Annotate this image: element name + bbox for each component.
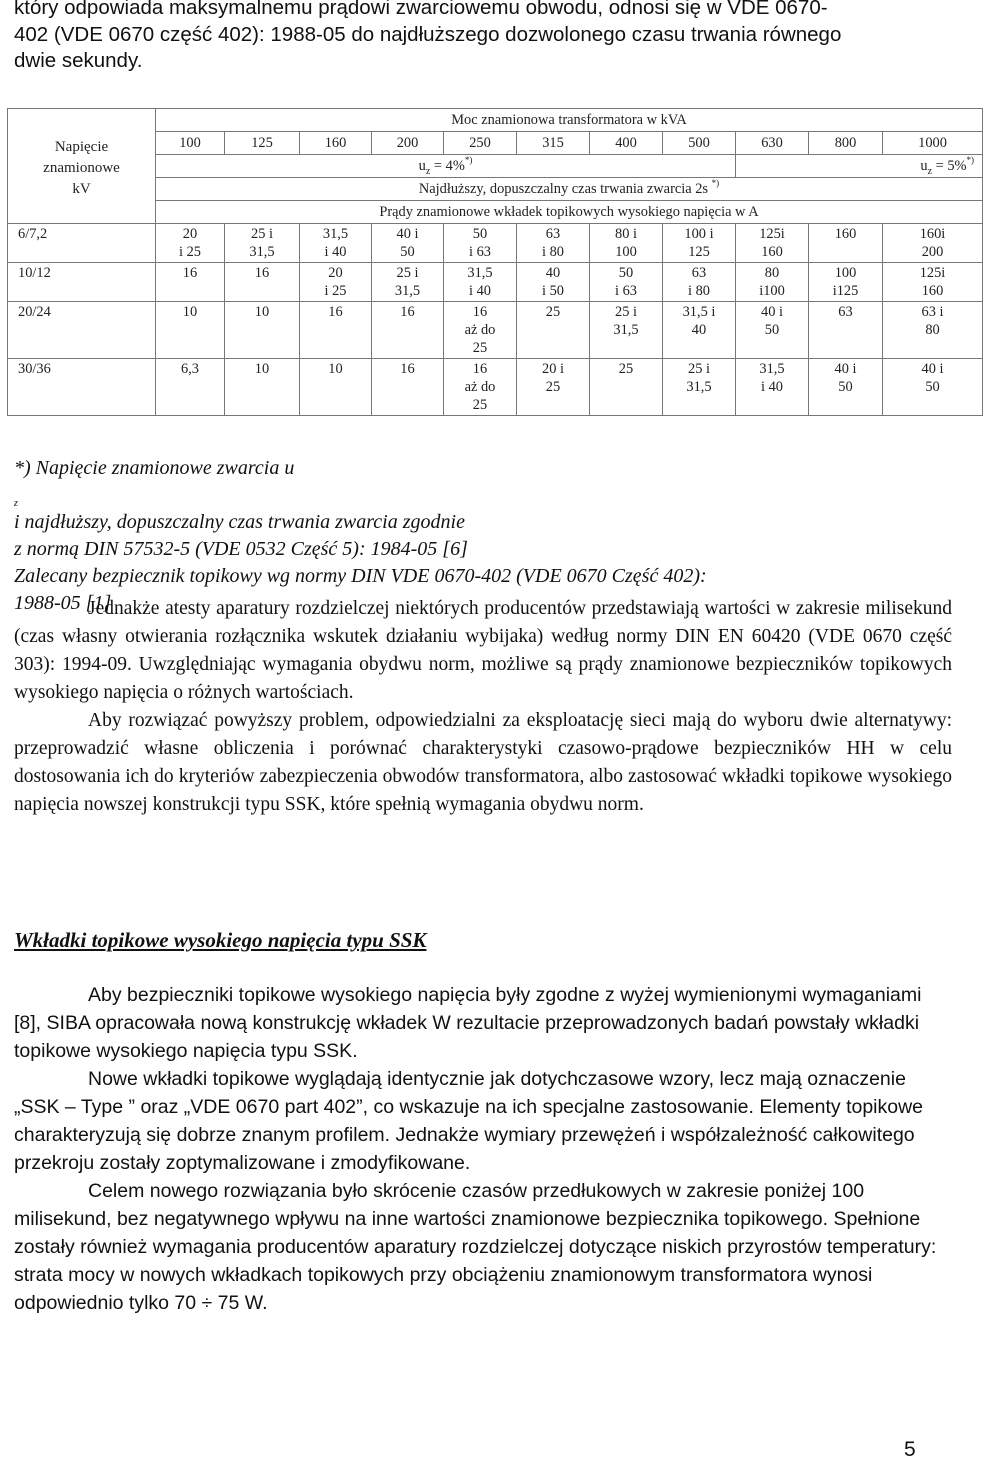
uz-4-symbol: u <box>418 158 426 174</box>
table-row <box>8 263 983 302</box>
table-row <box>8 302 983 359</box>
current-cell: 31,5 i 40 <box>663 302 736 359</box>
footnote-mark: *) <box>711 178 720 189</box>
current-cell: 16 <box>225 263 300 302</box>
footnote-1-line-2: z normą DIN 57532-5 (VDE 0532 Część 5): 1984-05 [6] <box>14 538 468 560</box>
power-header: Moc znamionowa transformatora w kVA <box>156 109 983 132</box>
current-cell: 63 i 80 <box>517 224 590 263</box>
paragraph: Nowe wkładki topikowe wyglądają identycznie jak dotychczasowe wzory, lecz mają oznaczenie „SSK – Type ” oraz „VDE 0670 part 402”, co wskazuje na ich specjalne zastosowanie. Elementy topikowe charakteryzują się dobrze znanym profilem. Jednakże wymiary przewężeń i współzależność całkowitego przekroju zostały zoptymalizowane i zmodyfikowane. <box>14 1068 924 1174</box>
current-cell: 16 aż do 25 <box>444 302 517 359</box>
current-cell: 16 aż do 25 <box>444 359 517 416</box>
max-time-text: Najdłuższy, dopuszczalny czas trwania zwarcia 2s <box>418 181 709 197</box>
power-value-cell: 200 <box>372 132 444 155</box>
uz-4-sub: z <box>425 165 431 177</box>
max-time-header <box>156 178 983 201</box>
current-cell: 25 i 31,5 <box>372 263 444 302</box>
voltage-cell: 30/36 <box>8 359 156 416</box>
current-cell: 125i 160 <box>883 263 983 302</box>
current-cell: 40 i 50 <box>809 359 883 416</box>
paragraph: Jednakże atesty aparatury rozdzielczej niektórych producentów przedstawiają wartości w zakresie milisekund (czas własny otwierania rozłącznika wskutek działaniu wybijaka) według normy DIN EN 60420 (VDE 0670 część 303): 1994-09. Uwzględniając wymagania obydwu norm, możliwe są prądy znamionowe bezpieczników topikowych wysokiego napięcia o różnych wartościach. <box>14 598 952 703</box>
table-row <box>8 224 983 263</box>
power-value-cell: 250 <box>444 132 517 155</box>
current-cell: 16 <box>300 302 372 359</box>
power-value-cell: 1000 <box>883 132 983 155</box>
current-cell: 20 i 25 <box>156 224 225 263</box>
voltage-column-header: Napięcie znamionowe kV <box>8 109 156 224</box>
current-cell: 10 <box>225 302 300 359</box>
uz-5-sub: z <box>927 165 933 177</box>
section-heading: Wkładki topikowe wysokiego napięcia typu SSK <box>14 928 427 952</box>
current-cell: 63 <box>809 302 883 359</box>
current-cell: 160 <box>809 224 883 263</box>
paragraph: Aby bezpieczniki topikowe wysokiego napięcia były zgodne z wyżej wymienionymi wymaganiami [8], SIBA opracowała nową konstrukcję wkładek W rezultacie przeprowadzonych badań powstały wkładki topikowe wysokiego napięcia typu SSK. <box>14 984 922 1062</box>
current-cell: 125i 160 <box>736 224 809 263</box>
current-cell: 40 i 50 <box>736 302 809 359</box>
uz-4-value: = 4% <box>430 158 465 174</box>
current-cell: 31,5 i 40 <box>444 263 517 302</box>
current-cell: 16 <box>372 359 444 416</box>
current-cell: 10 <box>225 359 300 416</box>
uz-5-value: = 5% <box>932 158 967 174</box>
intro-line: dwie sekundy. <box>14 49 143 72</box>
footnote-1-line-1 <box>14 455 952 536</box>
current-cell: 31,5 i 40 <box>736 359 809 416</box>
footnotes <box>14 455 952 617</box>
current-cell: 40 i 50 <box>372 224 444 263</box>
footnote-2-line-1: Zalecany bezpiecznik topikowy wg normy DIN VDE 0670-402 (VDE 0670 Część 402): <box>14 565 707 587</box>
current-cell: 6,3 <box>156 359 225 416</box>
footnote-mark: *) <box>966 155 975 166</box>
current-cell: 160i 200 <box>883 224 983 263</box>
power-value-cell: 315 <box>517 132 590 155</box>
power-value-cell: 800 <box>809 132 883 155</box>
current-cell: 100 i 125 <box>663 224 736 263</box>
power-value-cell: 100 <box>156 132 225 155</box>
paragraph: Celem nowego rozwiązania było skrócenie czasów przedłukowych w zakresie poniżej 100 milisekund, bez negatywnego wpływu na inne wartości znamionowe bezpiecznika topikowego. Spełnione zostały również wymagania producentów aparatury rozdzielczej dotyczące niskich przyrostów temperatury: strata mocy w nowych wkładkach topikowych przy obciążeniu znamionowym transformatora wynosi odpowiednio tylko 70 ÷ 75 W. <box>14 1180 937 1314</box>
power-value-cell: 160 <box>300 132 372 155</box>
uz-5-header <box>736 155 983 178</box>
footnote-text: i najdłuższy, dopuszczalny czas trwania zwarcia zgodnie <box>14 511 465 533</box>
current-cell: 100 i125 <box>809 263 883 302</box>
uz-5-symbol: u <box>920 158 928 174</box>
current-cell: 16 <box>372 302 444 359</box>
current-cell: 40 i 50 <box>883 359 983 416</box>
power-value-cell: 500 <box>663 132 736 155</box>
current-cell: 80 i 100 <box>590 224 663 263</box>
current-cell: 10 <box>300 359 372 416</box>
body-section-1 <box>14 595 952 819</box>
current-cell: 50 i 63 <box>590 263 663 302</box>
current-cell: 50 i 63 <box>444 224 517 263</box>
current-cell: 80 i100 <box>736 263 809 302</box>
voltage-cell: 10/12 <box>8 263 156 302</box>
current-cell: 10 <box>156 302 225 359</box>
current-cell: 25 i 31,5 <box>590 302 663 359</box>
current-cell: 16 <box>156 263 225 302</box>
body-section-2 <box>14 981 952 1317</box>
intro-paragraph <box>14 0 952 75</box>
intro-line: który odpowiada maksymalnemu prądowi zwarciowemu obwodu, odnosi się w VDE 0670- <box>14 0 828 19</box>
current-cell: 20 i 25 <box>517 359 590 416</box>
footnote-mark: *) <box>464 155 473 166</box>
footnote-sub: z <box>14 498 18 509</box>
power-value-cell: 125 <box>225 132 300 155</box>
current-cell: 63 i 80 <box>883 302 983 359</box>
footnote-text: *) Napięcie znamionowe zwarcia u <box>14 457 295 479</box>
current-cell: 25 <box>517 302 590 359</box>
page-number: 5 <box>904 1438 916 1461</box>
table-row <box>8 359 983 416</box>
current-cell: 25 i 31,5 <box>225 224 300 263</box>
fuse-table <box>7 108 983 416</box>
voltage-cell: 20/24 <box>8 302 156 359</box>
current-cell: 31,5 i 40 <box>300 224 372 263</box>
paragraph: Aby rozwiązać powyższy problem, odpowiedzialni za eksploatację sieci mają do wyboru dwie alternatywy: przeprowadzić własne obliczenia i porównać charakterystyki czasowo-prądowe bezpieczników HH w celu dostosowania ich do kryteriów zabezpieczenia obwodów transformatora, albo zastosować wkładki topikowe wysokiego napięcia nowszej konstrukcji typu SSK, które spełnią wymagania obydwu norm. <box>14 710 952 815</box>
current-cell: 25 <box>590 359 663 416</box>
voltage-cell: 6/7,2 <box>8 224 156 263</box>
uz-4-header <box>156 155 736 178</box>
current-cell: 20 i 25 <box>300 263 372 302</box>
current-cell: 25 i 31,5 <box>663 359 736 416</box>
power-value-cell: 630 <box>736 132 809 155</box>
intro-line: 402 (VDE 0670 część 402): 1988-05 do najdłuższego dozwolonego czasu trwania równego <box>14 22 842 46</box>
current-cell: 40 i 50 <box>517 263 590 302</box>
current-cell: 63 i 80 <box>663 263 736 302</box>
footnote-2-line-2: 1988-05 [1] <box>14 592 112 614</box>
power-value-cell: 400 <box>590 132 663 155</box>
currents-header: Prądy znamionowe wkładek topikowych wysokiego napięcia w A <box>156 201 983 224</box>
